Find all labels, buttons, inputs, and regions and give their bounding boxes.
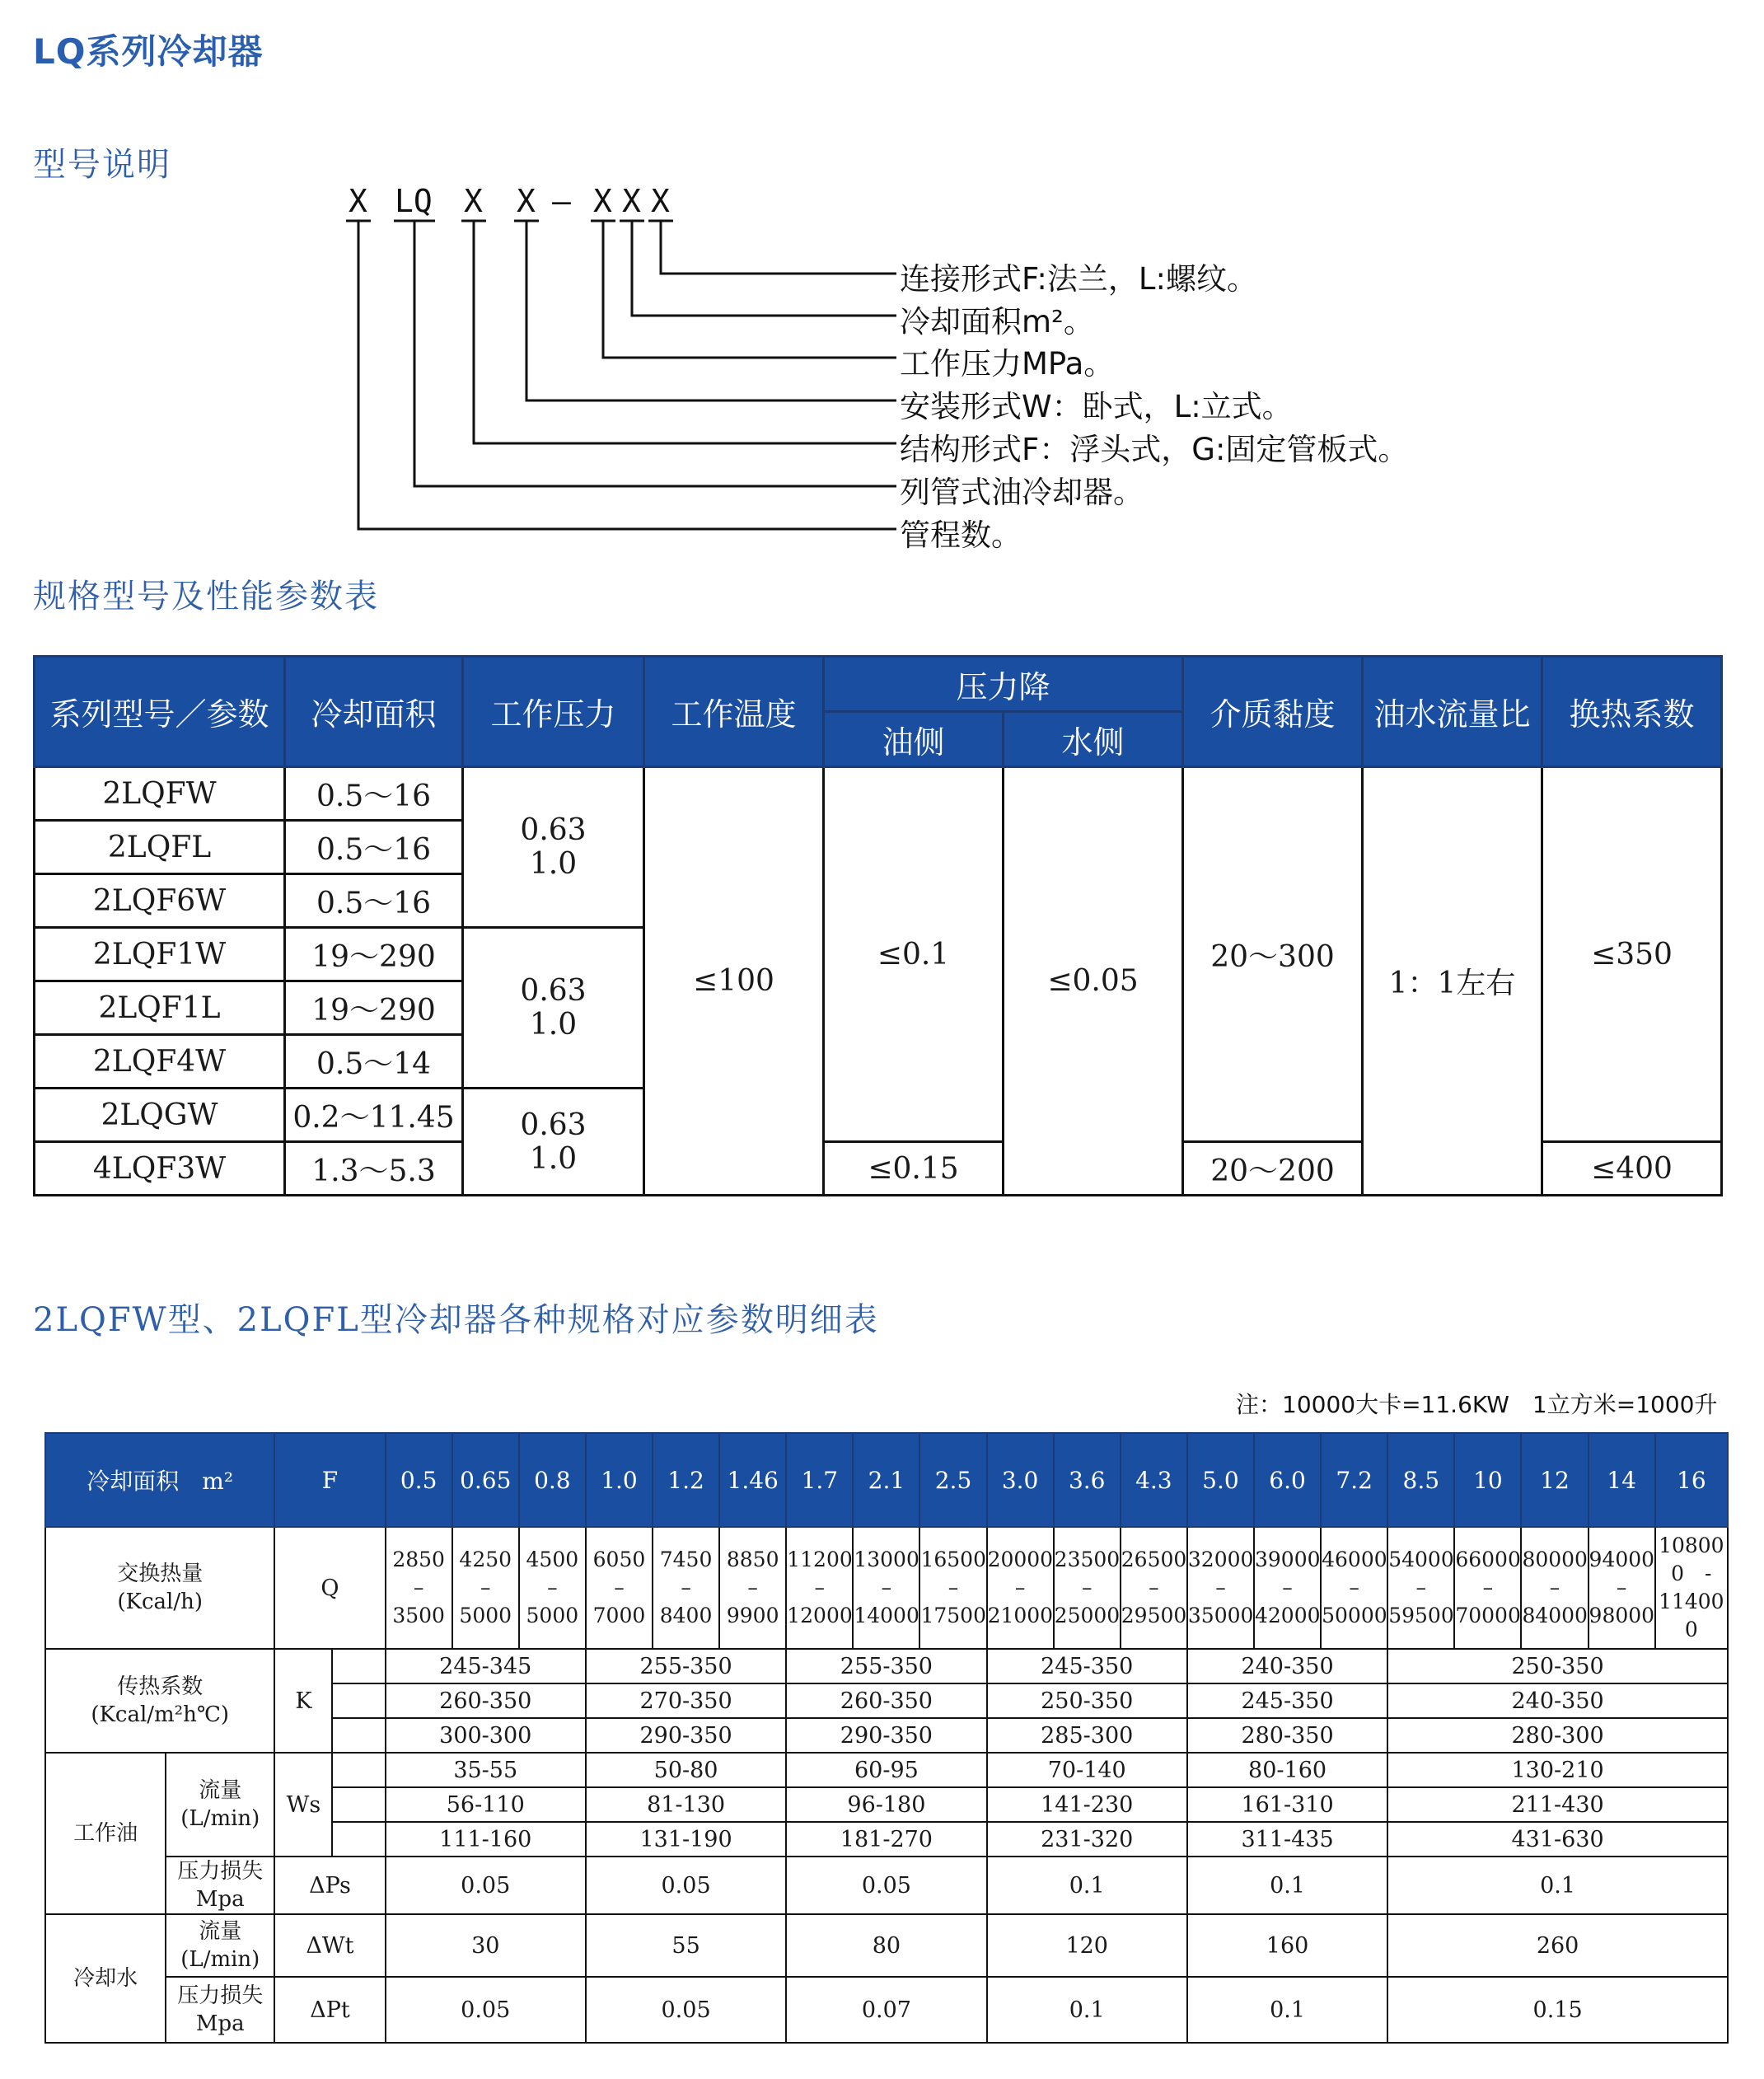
- heat-dash: –: [1549, 1576, 1560, 1599]
- model-cell: 2LQFL: [35, 821, 285, 874]
- heat-dash: –: [1149, 1576, 1159, 1599]
- area-value: 1.0: [586, 1433, 653, 1527]
- heat-cell: [1454, 1527, 1521, 1649]
- header-area-label: 冷却面积 m²: [45, 1433, 274, 1527]
- heat-dash: –: [1282, 1576, 1293, 1599]
- water-drop-cell: ≤0.05: [1004, 767, 1183, 1196]
- model-cell: 2LQF6W: [35, 874, 285, 928]
- heat-dash: –: [480, 1576, 491, 1599]
- heat-low: 46000: [1322, 1548, 1387, 1571]
- code-letter: LQ: [395, 183, 433, 219]
- heat-low: 11200: [787, 1548, 853, 1571]
- k-cell: 290-350: [586, 1718, 786, 1753]
- header-viscosity: 介质黏度: [1183, 657, 1363, 767]
- k-cell: 255-350: [586, 1649, 786, 1683]
- k-cell: 260-350: [386, 1683, 586, 1718]
- ps-row: [45, 1857, 1728, 1914]
- model-cell: 2LQGW: [35, 1089, 285, 1142]
- model-cell: 2LQFW: [35, 767, 285, 821]
- heat-cell: [586, 1527, 653, 1649]
- area-value: 14: [1589, 1433, 1655, 1527]
- heat-cell: [1054, 1527, 1121, 1649]
- k-row: [45, 1649, 1728, 1683]
- desc-install: 安装形式W：卧式，L:立式。: [900, 389, 1293, 424]
- model-cell: 4LQF3W: [35, 1142, 285, 1196]
- viscosity-cell: 20～300: [1183, 767, 1363, 1142]
- desc-pressure: 工作压力MPa。: [900, 346, 1115, 382]
- heat-low: 32000: [1187, 1548, 1254, 1571]
- heat-cell: [1254, 1527, 1321, 1649]
- loss-label: 压力损失: [177, 1859, 264, 1884]
- heat-high: 5000: [459, 1604, 512, 1627]
- heat-high: 12000: [787, 1604, 853, 1627]
- ws-cell: 161-310: [1187, 1787, 1387, 1822]
- area-value: 0.65: [452, 1433, 519, 1527]
- heat-cell: [1655, 1527, 1728, 1649]
- pt-row: [45, 1977, 1728, 2043]
- area-value: 4.3: [1121, 1433, 1187, 1527]
- heat-high: 3500: [392, 1604, 445, 1627]
- ws-cell: 311-435: [1187, 1822, 1387, 1857]
- heat-cell: [1521, 1527, 1588, 1649]
- heat-low: 16500: [920, 1548, 986, 1571]
- k-cell: 250-350: [1387, 1649, 1728, 1683]
- flow-unit: (L/min): [180, 1947, 260, 1972]
- ws-cell: 111-160: [386, 1822, 586, 1857]
- heat-low: 20000: [987, 1548, 1054, 1571]
- ps-cell: 0.1: [987, 1857, 1187, 1914]
- code-letter: —: [552, 183, 571, 219]
- area-value: 10: [1454, 1433, 1521, 1527]
- page-title: LQ系列冷却器: [33, 31, 264, 72]
- ws-cell: 181-270: [786, 1822, 986, 1857]
- code-letter: X: [593, 183, 612, 219]
- heat-high: 14000: [854, 1604, 919, 1627]
- spacer-cell: [332, 1787, 385, 1822]
- header-pressure-drop: 压力降: [824, 657, 1183, 712]
- heat-cell: [653, 1527, 719, 1649]
- heat-cell: [1589, 1527, 1655, 1649]
- model-section-heading: 型号说明: [33, 146, 171, 184]
- coef-cell: ≤350: [1542, 767, 1722, 1142]
- wt-cell: 30: [386, 1914, 586, 1977]
- heat-low: 6050: [592, 1548, 646, 1571]
- wt-cell: 160: [1187, 1914, 1387, 1977]
- wt-cell: 260: [1387, 1914, 1728, 1977]
- pressure-value: 1.0: [529, 1141, 578, 1176]
- heat-cell: [1121, 1527, 1187, 1649]
- oil-label: 工作油: [45, 1753, 166, 1914]
- heat-part: 0 -: [1671, 1562, 1712, 1585]
- area-cell: 0.5～16: [285, 821, 463, 874]
- heat-low: 2850: [392, 1548, 445, 1571]
- flow-unit: (L/min): [180, 1806, 260, 1831]
- pressure-value: 0.63: [520, 974, 587, 1008]
- header-temp: 工作温度: [644, 657, 824, 767]
- pt-cell: 0.05: [586, 1977, 786, 2043]
- loss-label: 压力损失: [177, 1983, 264, 2008]
- spacer-cell: [332, 1718, 385, 1753]
- area-value: 1.46: [719, 1433, 786, 1527]
- area-value: 5.0: [1187, 1433, 1254, 1527]
- heat-label: 交换热量: [117, 1562, 204, 1586]
- heat-low: 66000: [1455, 1548, 1521, 1571]
- detail-table: [44, 1432, 1729, 2044]
- heat-dash: –: [881, 1576, 892, 1599]
- ws-cell: 56-110: [386, 1787, 586, 1822]
- heat-cell: [987, 1527, 1054, 1649]
- k-cell: 245-350: [1187, 1683, 1387, 1718]
- pt-symbol: ΔPt: [274, 1977, 385, 2043]
- detail-header-row: [45, 1433, 1728, 1527]
- heat-cell: [386, 1527, 452, 1649]
- ws-cell: 50-80: [586, 1753, 786, 1787]
- heat-cell: [452, 1527, 519, 1649]
- k-cell: 290-350: [786, 1718, 986, 1753]
- spec-table: [33, 655, 1723, 1196]
- ws-cell: 231-320: [987, 1822, 1187, 1857]
- pt-cell: 0.15: [1387, 1977, 1728, 2043]
- desc-passes: 管程数。: [900, 517, 1022, 553]
- ws-cell: 80-160: [1187, 1753, 1387, 1787]
- coef-last-cell: ≤400: [1542, 1142, 1722, 1196]
- heat-high: 5000: [526, 1604, 579, 1627]
- pt-cell: 0.07: [786, 1977, 986, 2043]
- wt-cell: 80: [786, 1914, 986, 1977]
- desc-type: 列管式油冷却器。: [900, 475, 1144, 510]
- header-water-side: 水侧: [1004, 712, 1183, 767]
- area-value: 7.2: [1321, 1433, 1387, 1527]
- heat-cell: [519, 1527, 586, 1649]
- water-flow-label-cell: [166, 1914, 274, 1977]
- wt-row: [45, 1914, 1728, 1977]
- water-loss-label-cell: [166, 1977, 274, 2043]
- heat-high: 7000: [592, 1604, 646, 1627]
- heat-cell: [1187, 1527, 1254, 1649]
- desc-structure: 结构形式F：浮头式，G:固定管板式。: [900, 432, 1409, 467]
- area-cell: 0.5～14: [285, 1035, 463, 1089]
- ws-cell: 431-630: [1387, 1822, 1728, 1857]
- ps-cell: 0.1: [1187, 1857, 1387, 1914]
- ws-cell: 141-230: [987, 1787, 1187, 1822]
- ws-cell: 81-130: [586, 1787, 786, 1822]
- pressure-value: 1.0: [529, 847, 578, 881]
- leader-lines: [0, 0, 906, 560]
- model-cell: 2LQF1W: [35, 928, 285, 981]
- ps-cell: 0.05: [386, 1857, 586, 1914]
- oil-drop-last-cell: ≤0.15: [824, 1142, 1004, 1196]
- viscosity-last-cell: 20～200: [1183, 1142, 1363, 1196]
- k-cell: 240-350: [1187, 1649, 1387, 1683]
- heat-part: 11400: [1659, 1590, 1724, 1613]
- pressure-group: [463, 928, 644, 1089]
- heat-cell: [919, 1527, 986, 1649]
- area-value: 2.1: [853, 1433, 919, 1527]
- heat-dash: –: [1215, 1576, 1226, 1599]
- wt-cell: 55: [586, 1914, 786, 1977]
- heat-low: 13000: [854, 1548, 919, 1571]
- k-cell: 245-345: [386, 1649, 586, 1683]
- pressure-value: 1.0: [529, 1008, 578, 1042]
- ratio-cell: 1：1左右: [1363, 767, 1542, 1196]
- wt-cell: 120: [987, 1914, 1187, 1977]
- k-cell: 250-350: [987, 1683, 1187, 1718]
- ws-cell: 60-95: [786, 1753, 986, 1787]
- heat-cell: [853, 1527, 919, 1649]
- heat-cell: [1387, 1527, 1454, 1649]
- heat-high: 25000: [1054, 1604, 1121, 1627]
- pt-cell: 0.1: [987, 1977, 1187, 2043]
- heat-high: 50000: [1322, 1604, 1387, 1627]
- header-f: F: [274, 1433, 385, 1527]
- k-cell: 280-300: [1387, 1718, 1728, 1753]
- heat-cell: [719, 1527, 786, 1649]
- spacer-cell: [332, 1649, 385, 1683]
- area-value: 0.5: [386, 1433, 452, 1527]
- area-value: 0.8: [519, 1433, 586, 1527]
- heat-dash: –: [814, 1576, 826, 1599]
- table-row: [35, 767, 1722, 821]
- k-cell: 280-350: [1187, 1718, 1387, 1753]
- heat-low: 80000: [1522, 1548, 1588, 1571]
- water-label: 冷却水: [45, 1914, 166, 2043]
- k-cell: 285-300: [987, 1718, 1187, 1753]
- heat-dash: –: [614, 1576, 625, 1599]
- heat-dash: –: [1482, 1576, 1494, 1599]
- heat-high: 98000: [1589, 1604, 1655, 1627]
- area-cell: 0.5～16: [285, 874, 463, 928]
- k-label-cell: [45, 1649, 274, 1753]
- model-cell: 2LQF1L: [35, 981, 285, 1035]
- heat-dash: –: [1014, 1576, 1026, 1599]
- oil-flow-label-cell: [166, 1753, 274, 1857]
- flow-label: 流量: [199, 1778, 242, 1803]
- area-cell: 0.5～16: [285, 767, 463, 821]
- heat-low: 4500: [526, 1548, 579, 1571]
- k-cell: 270-350: [586, 1683, 786, 1718]
- ws-cell: 96-180: [786, 1787, 986, 1822]
- heat-low: 8850: [726, 1548, 779, 1571]
- heat-high: 35000: [1187, 1604, 1254, 1627]
- heat-dash: –: [1349, 1576, 1359, 1599]
- loss-unit: Mpa: [195, 2011, 245, 2036]
- code-letter: X: [349, 183, 367, 219]
- heat-unit: (Kcal/h): [117, 1590, 203, 1614]
- k-label: 传热系数: [117, 1674, 204, 1699]
- heat-dash: –: [413, 1576, 424, 1599]
- header-series: 系列型号／参数: [35, 657, 285, 767]
- header-pressure: 工作压力: [463, 657, 644, 767]
- ps-symbol: ΔPs: [274, 1857, 385, 1914]
- unit-note: 注：10000大卡=11.6KW 1立方米=1000升: [1236, 1391, 1718, 1418]
- pressure-value: 0.63: [520, 1107, 587, 1142]
- desc-area: 冷却面积m²。: [900, 304, 1094, 339]
- k-cell: 245-350: [987, 1649, 1187, 1683]
- heat-high: 70000: [1455, 1604, 1521, 1627]
- heat-high: 29500: [1121, 1604, 1187, 1627]
- heat-dash: –: [1081, 1576, 1093, 1599]
- header-coef: 换热系数: [1542, 657, 1722, 767]
- pt-cell: 0.05: [386, 1977, 586, 2043]
- ps-cell: 0.1: [1387, 1857, 1728, 1914]
- heat-dash: –: [1616, 1576, 1627, 1599]
- area-value: 16: [1655, 1433, 1728, 1527]
- k-cell: 240-350: [1387, 1683, 1728, 1718]
- flow-label: 流量: [199, 1919, 242, 1944]
- area-value: 12: [1521, 1433, 1588, 1527]
- heat-low: 26500: [1121, 1548, 1187, 1571]
- heat-dash: –: [948, 1576, 959, 1599]
- heat-low: 23500: [1054, 1548, 1121, 1571]
- heat-low: 4250: [459, 1548, 512, 1571]
- code-letter: X: [651, 183, 670, 219]
- ws-cell: 211-430: [1387, 1787, 1728, 1822]
- area-cell: 19～290: [285, 928, 463, 981]
- area-cell: 0.2～11.45: [285, 1089, 463, 1142]
- header-oil-side: 油侧: [824, 712, 1004, 767]
- header-area: 冷却面积: [285, 657, 463, 767]
- model-cell: 2LQF4W: [35, 1035, 285, 1089]
- area-value: 6.0: [1254, 1433, 1321, 1527]
- heat-high: 59500: [1388, 1604, 1454, 1627]
- code-letter: X: [464, 183, 483, 219]
- spacer-cell: [332, 1683, 385, 1718]
- ps-cell: 0.05: [586, 1857, 786, 1914]
- wt-symbol: ΔWt: [274, 1914, 385, 1977]
- pressure-group: [463, 767, 644, 928]
- ws-cell: 70-140: [987, 1753, 1187, 1787]
- desc-connection: 连接形式F:法兰，L:螺纹。: [900, 261, 1257, 297]
- area-value: 1.2: [653, 1433, 719, 1527]
- heat-part: 0: [1684, 1618, 1698, 1641]
- heat-label-cell: [45, 1527, 274, 1649]
- k-cell: 260-350: [786, 1683, 986, 1718]
- spacer-cell: [332, 1753, 385, 1787]
- ws-cell: 130-210: [1387, 1753, 1728, 1787]
- ws-symbol: Ws: [274, 1753, 332, 1857]
- heat-high: 84000: [1522, 1604, 1588, 1627]
- area-value: 1.7: [786, 1433, 853, 1527]
- heat-dash: –: [747, 1576, 758, 1599]
- area-value: 3.6: [1054, 1433, 1121, 1527]
- heat-low: 39000: [1255, 1548, 1321, 1571]
- heat-dash: –: [547, 1576, 558, 1599]
- heat-part: 10800: [1659, 1533, 1724, 1557]
- heat-dash: –: [681, 1576, 691, 1599]
- ws-cell: 131-190: [586, 1822, 786, 1857]
- pressure-group: [463, 1089, 644, 1196]
- heat-low: 54000: [1388, 1548, 1454, 1571]
- heat-high: 21000: [987, 1604, 1054, 1627]
- ws-row: [45, 1753, 1728, 1787]
- pressure-value: 0.63: [520, 813, 587, 847]
- heat-dash: –: [1415, 1576, 1427, 1599]
- area-value: 8.5: [1387, 1433, 1454, 1527]
- heat-high: 8400: [659, 1604, 713, 1627]
- ps-cell: 0.05: [786, 1857, 986, 1914]
- heat-high: 17500: [920, 1604, 986, 1627]
- heat-low: 94000: [1589, 1548, 1655, 1571]
- k-cell: 255-350: [786, 1649, 986, 1683]
- area-value: 2.5: [919, 1433, 986, 1527]
- heat-cell: [1321, 1527, 1387, 1649]
- heat-row: [45, 1527, 1728, 1649]
- area-cell: 19～290: [285, 981, 463, 1035]
- k-cell: 300-300: [386, 1718, 586, 1753]
- spacer-cell: [332, 1822, 385, 1857]
- oil-loss-label-cell: [166, 1857, 274, 1914]
- area-cell: 1.3～5.3: [285, 1142, 463, 1196]
- heat-high: 42000: [1255, 1604, 1321, 1627]
- oil-drop-cell: ≤0.1: [824, 767, 1004, 1142]
- code-letter: X: [622, 183, 641, 219]
- loss-unit: Mpa: [195, 1887, 245, 1912]
- k-unit: (Kcal/m²h℃): [91, 1702, 230, 1727]
- heat-symbol: Q: [274, 1527, 385, 1649]
- spec-table-heading: 规格型号及性能参数表: [33, 578, 379, 616]
- heat-low: 7450: [659, 1548, 713, 1571]
- header-ratio: 油水流量比: [1363, 657, 1542, 767]
- temp-cell: ≤100: [644, 767, 824, 1196]
- ws-cell: 35-55: [386, 1753, 586, 1787]
- code-letter: X: [517, 183, 536, 219]
- heat-high: 9900: [726, 1604, 779, 1627]
- detail-table-heading: 2LQFW型、2LQFL型冷却器各种规格对应参数明细表: [33, 1301, 879, 1339]
- heat-cell: [786, 1527, 853, 1649]
- area-value: 3.0: [987, 1433, 1054, 1527]
- k-symbol: K: [274, 1649, 332, 1753]
- pt-cell: 0.1: [1187, 1977, 1387, 2043]
